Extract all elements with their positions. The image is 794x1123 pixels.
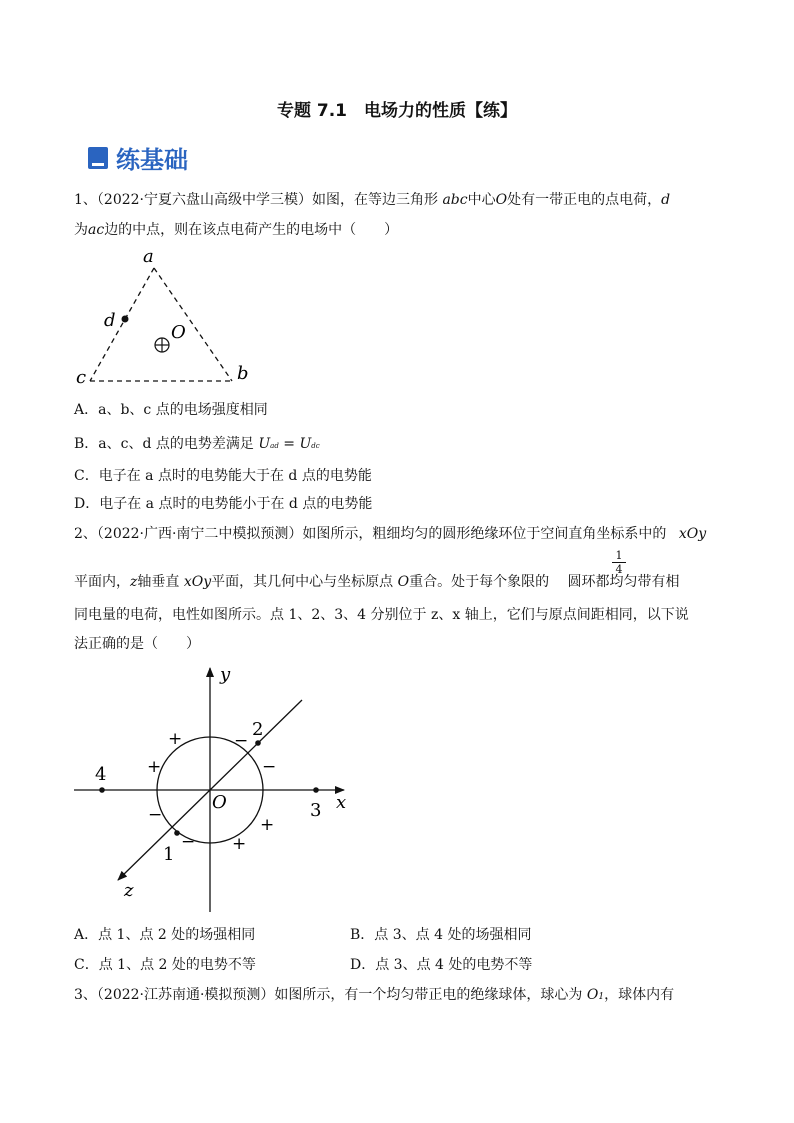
label-x: x: [336, 792, 347, 813]
q1-option-c: C．电子在 a 点时的电势能大于在 d 点的电势能: [74, 468, 372, 484]
label-3: 3: [310, 800, 322, 821]
q2-stem-line4: 法正确的是（ ）: [74, 636, 200, 652]
q2-stem-line3: 同电量的电荷，电性如图所示。点 1、2、3、4 分别位于 z、x 轴上，它们与原点间距相同，以下说: [74, 607, 689, 623]
triangle-side-ac: [90, 268, 154, 381]
triangle-side-ab: [154, 268, 232, 381]
q2-option-d: D．点 3、点 4 处的电势不等: [350, 957, 533, 973]
label-O: O: [212, 792, 227, 813]
minus-sign: −: [262, 757, 277, 777]
minus-sign: −: [234, 731, 249, 751]
q2-option-c: C．点 1、点 2 处的电势不等: [74, 957, 256, 973]
q1-option-d: D．电子在 a 点时的电势能小于在 d 点的电势能: [74, 496, 373, 512]
q1-triangle-figure: [70, 240, 270, 390]
label-2: 2: [252, 719, 264, 740]
label-a: a: [143, 246, 154, 267]
plus-sign: +: [232, 834, 247, 854]
label-z: z: [124, 880, 134, 901]
point-2: [255, 740, 261, 746]
point-d: [122, 316, 129, 323]
q2-stem-line2: 平面内，z轴垂直 xOy平面，其几何中心与坐标原点 O重合。处于每个象限的 圆环都均匀带有相: [74, 574, 680, 590]
q2-option-a: A．点 1、点 2 处的场强相同: [74, 927, 256, 943]
q2-ring-figure: [70, 660, 360, 920]
label-c: c: [76, 367, 87, 388]
point-1: [174, 830, 180, 836]
section-header: [88, 140, 188, 175]
section-label: 练基础: [116, 146, 188, 174]
plus-sign: +: [168, 729, 183, 749]
label-4: 4: [95, 764, 107, 785]
q2-option-b: B．点 3、点 4 处的场强相同: [350, 927, 532, 943]
plus-sign: +: [147, 757, 162, 777]
q1-option-a: A．a、b、c 点的电场强度相同: [74, 402, 268, 418]
label-1: 1: [163, 844, 175, 865]
minus-sign: −: [148, 805, 163, 825]
z-axis: [118, 790, 210, 880]
fraction-one-quarter: 1 4: [612, 549, 626, 576]
z-axis-back: [210, 700, 302, 790]
label-b: b: [237, 363, 249, 384]
page-title: 专题 7.1 电场力的性质【练】: [276, 101, 518, 121]
q1-stem-line2: 为ac边的中点，则在该点电荷产生的电场中（ ）: [74, 222, 399, 238]
q2-stem-line1: 2、（2022·广西·南宁二中模拟预测）如图所示，粗细均匀的圆形绝缘环位于空间直角坐标系中的 xOy: [74, 526, 707, 542]
q1-stem-line1: 1、（2022·宁夏六盘山高级中学三模）如图，在等边三角形 abc中心O处有一带正电的点电荷，d: [74, 192, 671, 208]
plus-sign: +: [260, 815, 275, 835]
q3-stem-line1: 3、（2022·江苏南通·模拟预测）如图所示，有一个均匀带正电的绝缘球体，球心为 O1，球体内有: [74, 987, 675, 1003]
point-3: [313, 787, 319, 793]
label-y: y: [220, 664, 231, 685]
point-4: [99, 787, 105, 793]
label-d: d: [104, 310, 116, 331]
label-O: O: [171, 322, 186, 343]
q1-option-b: B．a、c、d 点的电势差满足 Uad = Udc: [74, 436, 320, 452]
book-icon: [88, 147, 108, 169]
minus-sign: −: [181, 832, 196, 852]
